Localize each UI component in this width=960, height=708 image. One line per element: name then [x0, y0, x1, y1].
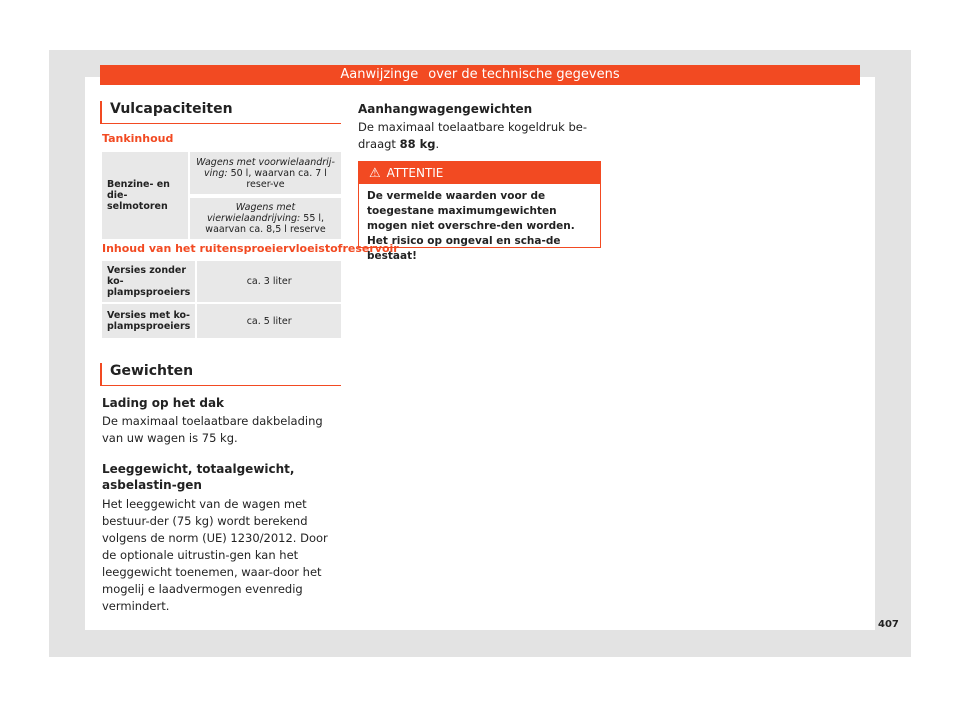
warning-header [359, 162, 600, 184]
table-row [102, 261, 341, 302]
tank-heading: Tankinhoud [102, 132, 174, 145]
section-title-vulcapaciteiten: Vulcapaciteiten [100, 101, 341, 124]
washer-row-label: Versies met ko-plampsproeiers [102, 304, 195, 338]
washer-heading: Inhoud van het ruitensproeiervloeistofreservoir [102, 242, 399, 255]
washer-row-label: Versies zonder ko-plampsproeiers [102, 261, 195, 302]
roof-heading: Lading op het dak [102, 396, 225, 410]
washer-row-value: ca. 5 liter [195, 304, 341, 338]
washer-row-value: ca. 3 liter [195, 261, 341, 302]
roof-text: De maximaal toelaatbare dakbelading van uw wagen is 75 kg. [102, 414, 323, 445]
warning-title: ATTENTIE [386, 166, 444, 180]
table-row [102, 304, 341, 338]
tank-front-value: Wagens met voorwielaandrij-ving: 50 l, waarvan ca. 7 l reser-ve [188, 152, 341, 194]
trailer-value: 88 kg [399, 137, 436, 151]
header-part2: over de technische gegevens [428, 67, 620, 82]
weight-heading: Leeggewicht, totaalgewicht, asbelastin-gen [102, 462, 295, 492]
trailer-heading: Aanhangwagengewichten [358, 102, 533, 116]
warning-box [358, 161, 601, 262]
page-number: 407 [878, 619, 899, 630]
warning-triangle-icon: ⚠ [369, 166, 381, 181]
page-header [100, 65, 860, 85]
washer-table [102, 259, 341, 340]
tank-4wd-value: Wagens met vierwielaandrijving: 55 l, waarvan ca. 8,5 l reserve [188, 196, 341, 239]
warning-text: De vermelde waarden voor de toegestane maximumgewichten mogen niet overschre-den worden. Het risico op ongeval en scha-de bestaat! [367, 190, 575, 262]
header-part1: Aanwijzinge [340, 67, 419, 82]
weight-text: Het leeggewicht van de wagen met bestuur-der (75 kg) wordt berekend volgens de norm (UE) 1230/2012. Door de optionale uitrustin-gen kan het leeggewicht toenemen, waar-door het mogelij e laadvermogen evenredig vermindert. [102, 497, 328, 613]
section-title-gewichten: Gewichten [100, 363, 341, 386]
trailer-text: De maximaal toelaatbare kogeldruk be-draagt 88 kg. [358, 120, 587, 151]
tank-table [102, 150, 341, 241]
tank-label: Benzine- en die-selmotoren [102, 152, 188, 239]
